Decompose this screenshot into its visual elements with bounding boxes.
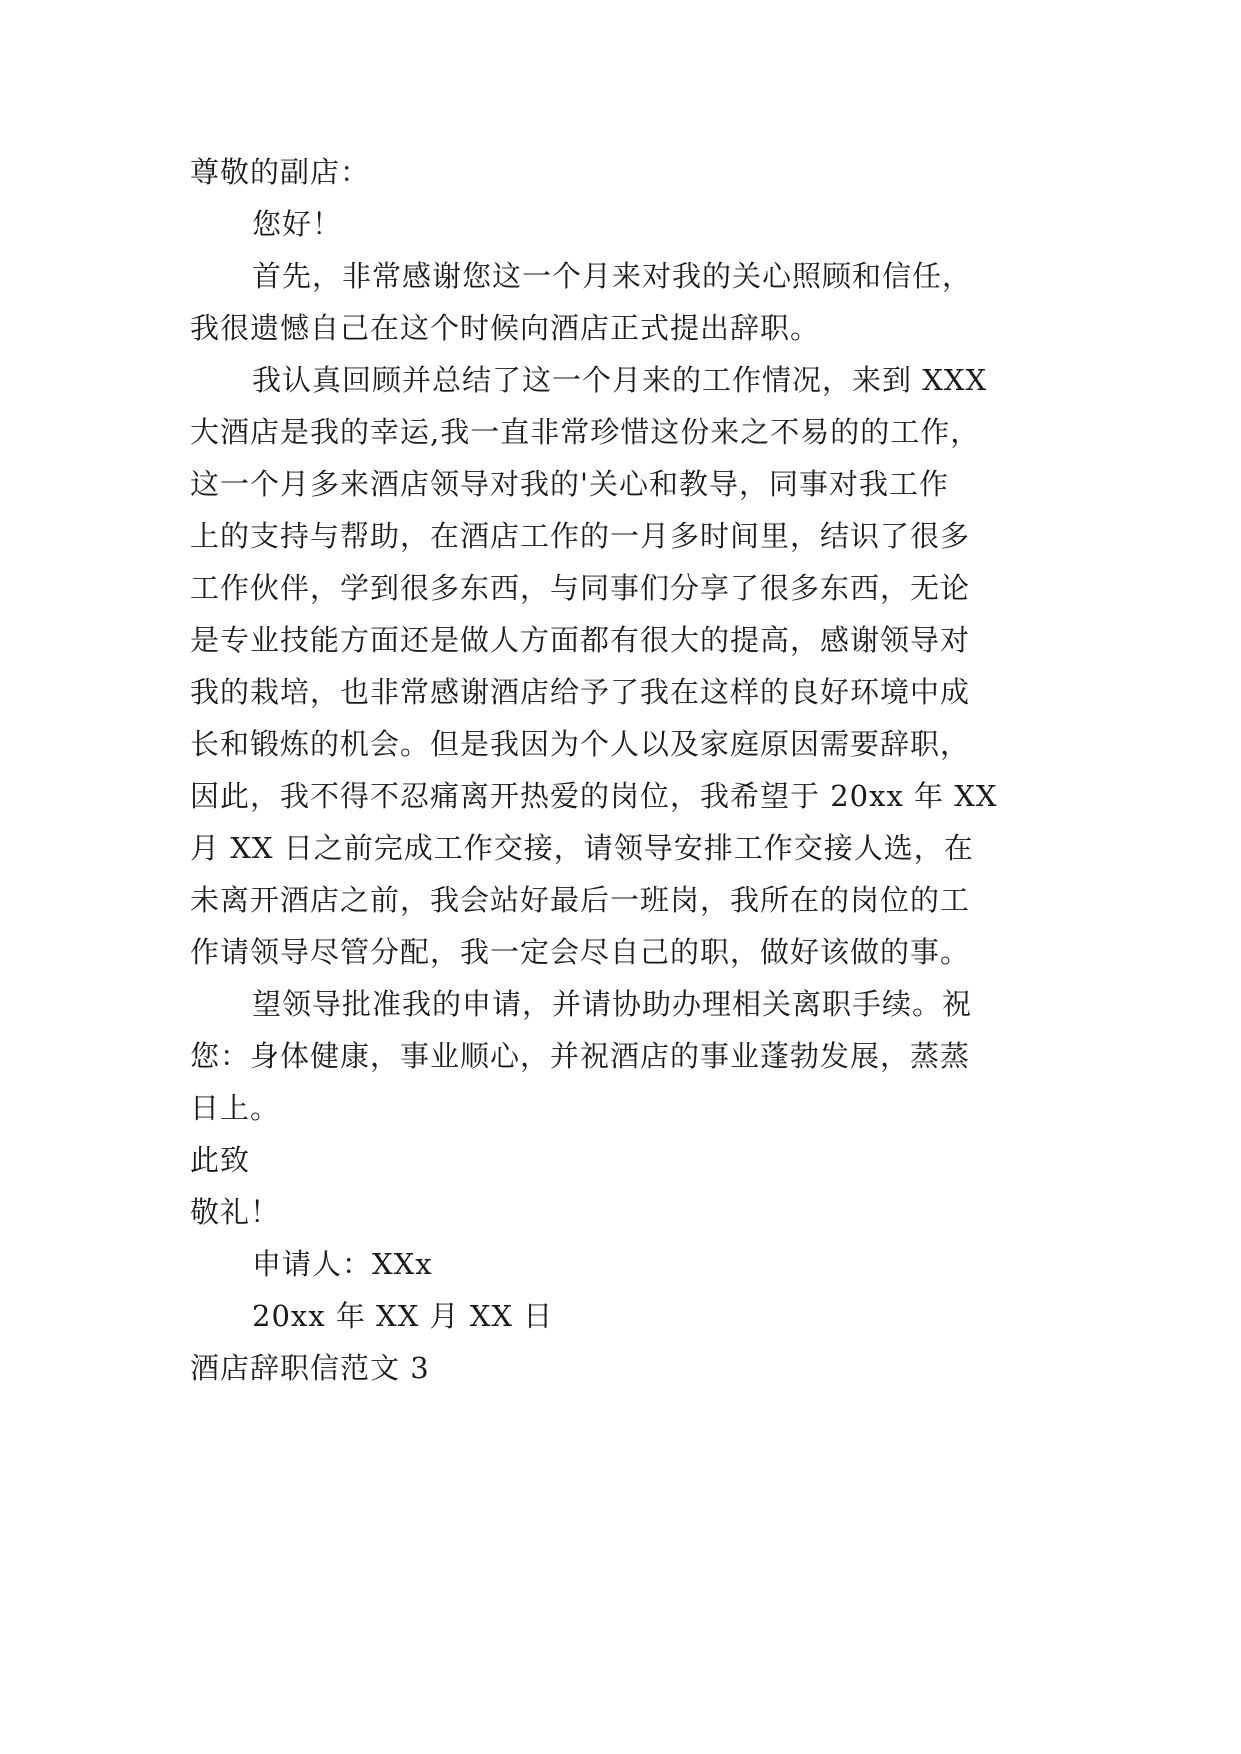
body-line: 工作伙伴，学到很多东西，与同事们分享了很多东西，无论: [190, 571, 971, 605]
body-line: 大酒店是我的幸运,我一直非常珍惜这份来之不易的的工作，: [190, 415, 981, 449]
body-line: 未离开酒店之前，我会站好最后一班岗，我所在的岗位的工: [190, 883, 971, 917]
body-line: 我的栽培，也非常感谢酒店给予了我在这样的良好环境中成: [190, 675, 971, 709]
body-line: 我认真回顾并总结了这一个月来的工作情况，来到 XXX: [252, 363, 988, 397]
body-line: 日上。: [190, 1091, 281, 1125]
next-section-heading: 酒店辞职信范文 3: [190, 1351, 430, 1385]
salutation: 尊敬的副店：: [190, 155, 371, 189]
body-line: 上的支持与帮助，在酒店工作的一月多时间里，结识了很多: [190, 519, 971, 553]
body-line: 月 XX 日之前完成工作交接，请领导安排工作交接人选，在: [190, 831, 974, 865]
body-line: 作请领导尽管分配，我一定会尽自己的职，做好该做的事。: [190, 935, 971, 969]
body-line: 因此，我不得不忍痛离开热爱的岗位，我希望于 20xx 年 XX: [190, 779, 998, 813]
greeting: 您好！: [252, 207, 343, 241]
body-line: 是专业技能方面还是做人方面都有很大的提高，感谢领导对: [190, 623, 971, 657]
date-line: 20xx 年 XX 月 XX 日: [252, 1299, 554, 1333]
body-line: 我很遗憾自己在这个时候向酒店正式提出辞职。: [190, 311, 821, 345]
body-line: 您：身体健康，事业顺心，并祝酒店的事业蓬勃发展，蒸蒸: [190, 1039, 971, 1073]
body-line: 长和锻炼的机会。但是我因为个人以及家庭原因需要辞职，: [190, 727, 971, 761]
closing-line: 此致: [190, 1143, 251, 1177]
body-line: 首先，非常感谢您这一个月来对我的关心照顾和信任，: [252, 259, 973, 293]
body-line: 望领导批准我的申请，并请协助办理相关离职手续。祝: [252, 987, 973, 1021]
body-line: 这一个月多来酒店领导对我的'关心和教导，同事对我工作: [190, 467, 949, 501]
closing-line: 敬礼！: [190, 1195, 281, 1229]
applicant-line: 申请人：XXx: [252, 1247, 433, 1281]
